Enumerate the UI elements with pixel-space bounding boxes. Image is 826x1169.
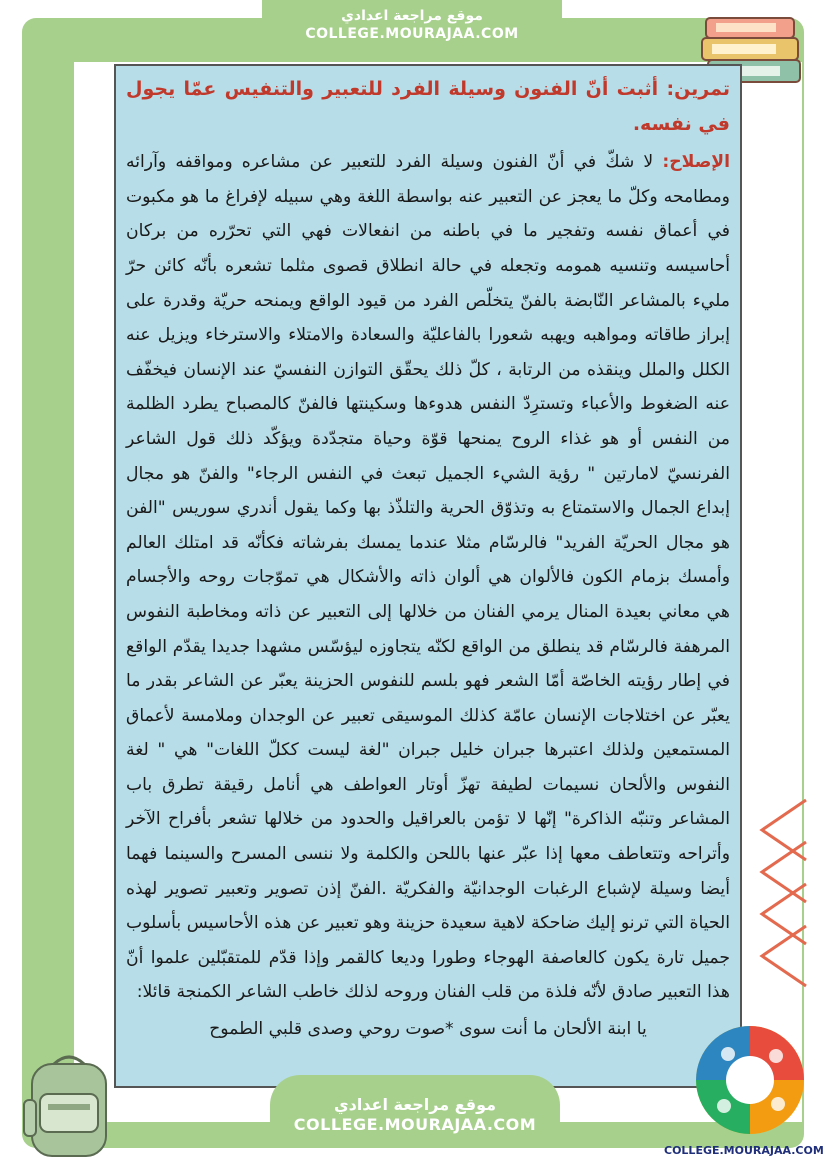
poem-verse: يا ابنة الألحان ما أنت سوى *صوت روحي وصدى قلبي الطموح — [209, 1019, 647, 1040]
chevrons-decoration — [742, 790, 812, 990]
document-text — [126, 72, 730, 1047]
document-page — [114, 64, 742, 1088]
footer-site-arabic: موقع مراجعة اعدادي — [333, 1095, 497, 1114]
header-site-arabic: موقع مراجعة اعدادي — [341, 8, 483, 24]
exercise-title: تمرين: أثبت أنّ الفنون وسيلة الفرد للتعبير والتنفيس عمّا يجول في نفسه. — [126, 78, 730, 135]
header-site-url[interactable]: COLLEGE.MOURAJAA.COM — [305, 25, 519, 42]
footer-site-url[interactable]: COLLEGE.MOURAJAA.COM — [293, 1115, 537, 1134]
education-wheel-logo[interactable] — [690, 1020, 810, 1140]
logo-caption[interactable]: COLLEGE.MOURAJAA.COM — [664, 1144, 824, 1157]
correction-paragraph — [126, 145, 730, 1010]
correction-label: الإصلاح: — [662, 152, 730, 173]
correction-body: لا شكّ في أنّ الفنون وسيلة الفرد للتعبير عن مشاعره ومواقفه وآرائه ومطامحه وكلّ ما يعجز عن التعبير عنه بواسطة اللغة وهي سبيله لإفراغ ما هو مكبوت في أعماق نفسه وتفجير ما في باطنه من انفعالات فهي التي تحرّره من بركان أحاسيسه وتنسيه همومه وتجعله في حالة انطلاق قصوى مثلما تشعره بأنّه كائن حرّ مليء بالمشاعر النّابضة بالفنّ يتخلّص الفرد من قيود الواقع ويمنحه حريّة وقدرة على إبراز طاقاته ومواهبه ويهبه شعورا بالفاعليّة والسعادة والامتلاء والاسترخاء ويزيل عنه الكلل والملل وينقذه من الرتابة ، كلّ ذلك يحقّق التوازن النفسيّ عند الإنسان فيخفّف عنه الضغوط والأعباء وتسترِدّ النفس هدوءها وسكينتها فالفنّ كالمصباح يطرد الظلمة من النفس أو هو غذاء الروح يمنحها قوّة وحياة متجدّدة ويؤكّد ذلك قول الشاعر الفرنسيّ لامارتين " رؤية الشيء الجميل تبعث في النفس الرجاء" والفنّ هو مجال إبداع الجمال والاستمتاع به وتذوّق الحرية والتلذّذ بها وكما يقول أندري سوريس "الفن هو مجال الحريّة الفريد" فالرسّام مثلا عندما يمسك بفرشاته فكأنّه قد امتلك العالم وأمسك بزمام الكون فالألوان هي ألوان ذاته والأشكال هي تموّجات روحه والأجسام هي معاني بعيدة المنال يرمي الفنان من خلالها إلى التعبير عن ذاته ومخاطبة النفوس المرهفة فالرسّام قد ينطلق من الواقع لكنّه يتجاوزه ليؤسّس مشهدا جديدا يقدّم الواقع في إطار رؤيته الخاصّة أمّا الشعر فهو بلسم للنفوس الحزينة يعبّر عن الشاعر بقدر ما يعبّر عن اختلاجات الإنسان عامّة كذلك الموسيقى تعبير عن الوجدان وملامسة لأعماق المستمعين ولذلك اعتبرها جبران خليل جبران "لغة ليست ككلّ اللغات" هي " لغة النفوس والألحان نسيمات لطيفة تهزّ أوتار العواطف هي أنامل رقيقة تطرق باب المشاعر وتنبّه الذاكرة" إنّها لا تؤمن بالعراقيل والحدود من خلالها تشعر بأفراح الآخر وأتراحه وتتعاطف معها إذا عبّر عنها باللحن والكلمة ولا ننسى المسرح والسينما فهما أيضا وسيلة لإشباع الرغبات الوجدانيّة والفكريّة .الفنّ إذن تصوير وتعبير تصوير لهذه الحياة التي ترنو إليك ضاحكة لاهية سعيدة حزينة وهو تعبير عن هذه الأحاسيس بأسلوب جميل تارة يكون كالعاصفة الهوجاء وطورا وديعا كالقمر وإذا قدّم للمتقبّلين علموا أنّ هذا التعبير صادق لأنّه فلذة من قلب الفنان وروحه لذلك خاطب الشاعر الكمنجة قائلا: — [126, 152, 730, 1003]
header-site-tab[interactable] — [262, 0, 562, 58]
footer-site-tab[interactable] — [270, 1075, 560, 1147]
backpack-icon — [14, 1050, 124, 1160]
